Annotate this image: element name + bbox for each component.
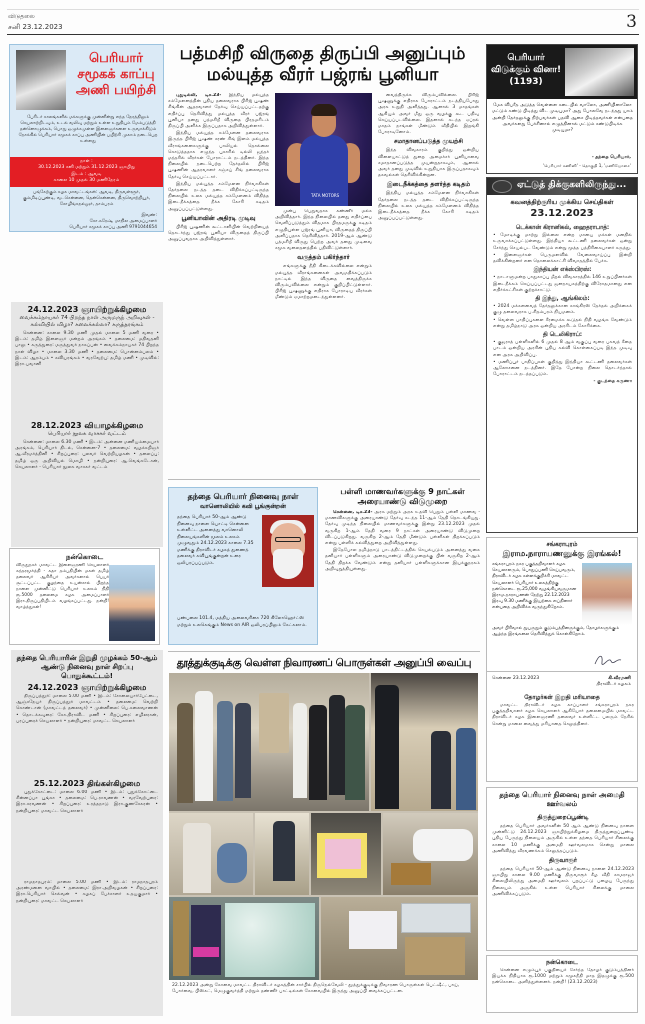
section-divider-2 [168, 651, 480, 652]
tribute-title: தோழர்கள் இறுதி மரியாதை [524, 694, 600, 701]
article-col3-subhead-2: இடைநீக்கத்தை தளர்த்த கடிதம் [386, 181, 471, 189]
memorial-body-3 [16, 880, 158, 980]
masthead [7, 9, 639, 35]
article-col3-subhead: சமாதானப்படுத்த முயற்சி [394, 138, 463, 146]
article-col1-body-extra: இந்திய மல்யுத்த சம்மேளன நிர்வாகிகள் தேர்தலை நடத்த தடை விதிக்கப்பட்டிருந்த நிலையில் உலக மல்யுத்த சம்மேளனம் விதித்த இடைநீக்கத்தை நீக்க கோரி கடிதம் அனுப்பப்பட்டுள்ளது. [168, 181, 269, 212]
radio-title: தந்தை பெரியார் நினைவு நாள் [187, 492, 299, 501]
digest-item: • நாடாளுமன்ற பாதுகாப்பு மீறல் விவகாரத்தில் 146 உறுப்பினர்கள் இடைநீக்கம் செய்யப்பட்டது ஜனநாயகத்திற்கு விரோதமானது என எதிர்க்கட்சிகள் குற்றச்சாட்டு. [493, 275, 632, 293]
cartons-photo [321, 897, 478, 980]
news-digest-content [493, 223, 632, 529]
child-photo [109, 565, 155, 641]
radio-frequency-info: பண்பலை 101.4, மத்திய அலைவரிசை 720 கிலோஹெர்ட்ஸ் மற்றும் உலகெங்கும் News on AIR ஒலிபரப்பிலும் கேட்கலாம். [177, 616, 307, 628]
radio-broadcast-notice [168, 487, 318, 645]
memorial-body [16, 694, 158, 776]
loading-photo [371, 673, 478, 811]
packing-photo-2 [255, 813, 309, 895]
event-subheading: வைக்கம்நாயகர் 74 பிறந்த நாள் அருமருந் அறிவுகள் - கல்வியில் விழா? கலைக்கல்லா? கருத்தரங்கம் [19, 315, 155, 328]
donation-title: நன்கொடை [65, 553, 104, 561]
article-col3-body: வைத்திருக்க விரும்பவில்லை. பிரிஜ் பூஷணுக்கு எதிராக போராட்டம் நடத்தியபோது அரசு உறுதி அளித்தது. ஆனால் 3 மாதங்கள் ஆகியும் அவர் மீது ஒரு வழக்கு கூட பதிவு செய்யப்படவில்லை. இதனால் கடந்த ஏப்ரல் மாதம் நாங்கள் மீண்டும் வீதியில் இறங்கி போராடினோம். [378, 93, 479, 136]
digest-item: • வெள்ள பாதிப்புகளை சீரமைக்க கூடுதல் நிதி வழங்க வேண்டும் என்று தமிழ்நாடு அரசு ஒன்றிய அரசிடம் கோரிக்கை. [493, 317, 632, 329]
event-venue: இடம் : ஆவடி [71, 171, 102, 177]
participating-districts: பங்கேற்கும் கழக மாவட்டங்கள்: ஆவடி, திருவள்ளூர், கும்மிடிப்பூண்டி, வடசென்னை, தென்சென்னை, திருவொற்றியூர், சோழிங்கநல்லூர், தாம்பரம் [22, 190, 151, 207]
group-photo [169, 673, 369, 811]
memorial-date-heading-2: 25.12.2023 திங்கள்கிழமை [33, 779, 141, 788]
news-digest-banner-text: ஏட்டுத் திக்குகளிலிருந்து... [517, 180, 627, 190]
digest-section-3: தி இந்து, ஆங்கிலம்: [535, 296, 590, 303]
article-col3-body2: இந்த விவகாரம் குறித்து ஒன்றிய விளையாட்டுத் துறை அமைச்சர் பூனியாவை சமாதானப்படுத்த முயன்றதாகவும், ஆனால் அவர் தனது முடிவில் உறுதியாக இருப்பதாகவும் தகவல்கள் தெரிவிக்கின்றன. [378, 148, 479, 179]
digest-item: • குஜராத் பள்ளிகளில் 6 முதல் 8 ஆம் வகுப்பு வரை பகவத் கீதை பாடம் ஒன்றிய அரசின் புதிய கல்வி கொள்கைப்படி இந்த முடிவு என அரசு அறிவிப்பு. [493, 340, 632, 358]
periyar-question-source: 'பெரியார் கணினி' - தொகுதி 1, 'மணியோசை' [543, 163, 631, 168]
condolence-title: இராம.நாராயணனுக்கு இரங்கல்! [502, 549, 622, 558]
small-donation-notice [486, 955, 638, 1013]
memorial-rally-notice [486, 787, 638, 951]
news-digest-banner [487, 178, 637, 195]
event-label: நாள் : [80, 159, 93, 164]
digest-section-1: டெக்கான் கிரானிகல், ஹைதராபாத்: [515, 225, 610, 231]
tribute-section [486, 672, 638, 782]
event-date-heading: 24.12.2023 ஞாயிற்றுக்கிழமை [27, 305, 147, 314]
event-subheading-2: பெரியார் நூலக வாசகர் வட்டம் [48, 431, 126, 437]
bajrang-punia-photo [275, 93, 372, 206]
event-time: காலை 10 முதல் 30 மணிநேரம் [53, 178, 120, 184]
digest-item: • மோடிக்கு மாற்று இல்லை என்ற மாயை மக்கள் மனதில் உருவாக்கப்பட்டுள்ளது. இந்தியா கூட்டணி தலைவர்கள் ஒன்று சேர்ந்து செயல்பட வேண்டும் என்று மூத்த பத்திரிகையாளர் கருத்து. [493, 233, 632, 251]
packing-photo-1 [169, 813, 253, 895]
packing-photo-3 [383, 813, 478, 895]
digest-item: • மணிப்பூர் பாதிப்புகள் குறித்து இந்தியா கூட்டணி தலைவர்கள் ஆலோசனை நடத்தினர். இதே போன்ற நிலை தொடர்ந்தால் போராட்டம் நடத்தப்படும். [493, 359, 632, 378]
page-number: 3 [626, 12, 637, 32]
tribute-body [492, 703, 634, 729]
rally-body-2: தந்தை பெரியார் 50-ஆம் ஆண்டு நினைவு நாளை 24.12.2023 ஞாயிறு காலை 9.00 மணிக்கு திருவாரூர் கீழ வீதி காமராஜர் சிலையிலிருந்து அமைதி ஊர்வலம் புறப்பட்டு பழைய பேருந்து நிலையம் அருகில் உள்ள பெரியார் சிலைக்கு மாலை அணிவிக்கப்படும். [492, 867, 634, 897]
periyar-question-text: மேக விபரீத அடுத்த வெள்ளை கடையில் வாலோ, அணியினாலோ மட்டும் கண்டு பிடித்து விட முடியுமா? அது போலவே நடந்தது யாம் அன்றி தேர்தலுக்கு நிற்பவர்கள் பதவி ஆசை பிடித்தவர்கள் என்பதை அவர்களது பேச்சினால் எழுத்தினால் மட்டும் கண்டுபிடிக்க முடியுமா? [492, 103, 633, 134]
article-col3-body3: இந்திய மல்யுத்த சம்மேளன நிர்வாகிகள் தேர்தலை நடத்த தடை விதிக்கப்பட்டிருந்த நிலையில் உலக மல்யுத்த சம்மேளனம் விதித்த இடைநீக்கத்தை நீக்க கோரி கடிதம் அனுப்பப்பட்டுள்ளது. [378, 191, 479, 222]
school-body-text-2: இதேபோல தமிழ்நாடு பாடத்திட்டத்தில் செயல்படும் அனைத்து வகை தனியார் பள்ளிகளும் அரையாண்டு விடுமுறைக்கு பின் வருகிற 2-ஆம் தேதி திறக்க வேண்டும் என்று தனியார் பள்ளிகளுக்கான இயக்குநரகம் அறிவுறுத்தியுள்ளது. [325, 548, 480, 572]
relief-bags-photo [169, 897, 319, 980]
article-column-1 [168, 93, 269, 473]
donation-body: விருதுநகர் மாவட்ட இளைஞரணி செயலாளர் சுந்தரமூர்த்தி - சுதா தம்பதியின் மகள் தமிழ் தலைவர் ஆசிரியர் அவர்களால் பெயர் சூட்டப்பட்ட குழந்தை உயன்சால் பிறந்த நாளை முன்னிட்டு பெரியார் உலகம் நிதி ரூ.5000 தலைமை கழக அமைப்பாளர் இரா.திருப்பதியிடம் வழங்கப்பட்டது. நன்றி! வாழ்த்துகள்! [16, 563, 109, 610]
event-body [11, 329, 163, 421]
tribute-body-text: மாவட்ட திராவிடர் கழக காப்பாளர் சங்கராபுரம் நகர பகுத்தறிவாளர் கழக செயலாளர் ஆகியோர் தலைமையில் மாவட்ட திராவிடர் கழக இளைஞரணி தலைவர் உள்ளிட்ட பலரும் நேரில் சென்று மாலை வைத்து மரியாதை செலுத்தினர். [492, 703, 634, 727]
news-digest-box [486, 177, 638, 533]
school-holiday-title: பள்ளி மாணவர்களுக்கு 9 நாட்கள் அரையாண்டு விடுமுறை [340, 487, 465, 506]
small-donation-body-text: சென்னை எழும்பூர் பகுதியைச் சேர்ந்த தோழர் குடும்பத்தினர் இயக்க நிதியாக ரூ.1000 மற்றும் சமூகநீதி மாத இதழுக்கு ரூ.500 நன்கொடை அளித்துள்ளனர். நன்றி! (23.12.2023) [492, 968, 634, 986]
deceased-photo [582, 563, 632, 625]
events-listing-box [11, 302, 163, 547]
digest-section-4: தி டெலிகிராப்: [542, 332, 583, 339]
training-camp-title: பெரியார் சமூகக் காப்பு அணி பயிற்சி [75, 51, 157, 98]
article-col1-body2: பிரிஜ் பூஷணின் கூட்டாளியின் வெற்றியைத் தொடர்ந்து பஜ்ரங் பூனியா விருதைத் திருப்பி அனுப்புவதாக அறிவித்துள்ளார். [168, 224, 269, 243]
article-col1-subhead: பூனியாவின் அதிரடி முடிவு [181, 214, 256, 222]
signature-image [593, 652, 623, 668]
memorial-body-3-text: ராமநாதபுரம்: மாலை 5.00 மணி • இடம்: ராமநாதபுரம் அரண்மனை வாயில் • தலைமை: இரா.அறிவழகன் • சிறப்புரை: இரா.பெரியார் செல்வன் • கழகப் பேச்சாளர் உதயகுமார் • நன்றியுரை: மாவட்ட செயலாளர் [16, 880, 158, 904]
training-camp-body: பேரிடர் காலங்களில் மக்களுக்கு முன்னின்று எந்த நேரத்திலும் செயலாற்றிடவும், உடல் வலிவு மற்றும் உள்ள உறுதியும் மேம்படுத்தி தன்னொழுக்கம், பொது ஒழுக்கமுள்ள இளைஞர்களை உருவாக்கிடும் நோக்கில் பெரியார் சமூகக் காப்பு அணியின் பயிற்சி முகாம் நடைபெற உள்ளது [18, 115, 158, 144]
memorial-body-2-text: புதுக்கோட்டை: மாலை 6.00 மணி • இடம்: புதுக்கோட்டை சின்னப்பா பூங்கா • தலைமை: பெ.ராவணன் • வரவேற்புரை: இரா.சரவணன் • சிறப்புரை: உரத்தநாடு இரா.குணசேகரன் • நன்றியுரை: மாவட்ட செயலாளர் [16, 790, 158, 814]
dateline: புதுடில்லி, டிச.23- [176, 93, 222, 98]
event-dates: 30.12.2023 சனி மற்றும் 31.12.2023 ஞாயிறு [38, 165, 135, 171]
memorial-date-heading: 24.12.2023 ஞாயிற்றுக்கிழமை [27, 683, 147, 692]
flood-relief-photo-collage [169, 673, 478, 980]
event-date-heading-2: 28.12.2023 வியாழக்கிழமை [30, 421, 144, 430]
digest-section-2: இந்தியன் எக்ஸ்பிரஸ்: [533, 267, 592, 274]
memorial-body-2 [16, 790, 158, 876]
globe-icon [492, 180, 512, 193]
school-dateline: சென்னை, டிச.23- [333, 510, 373, 515]
supplies-box-photo [311, 813, 381, 895]
speaker-portrait-image [262, 515, 314, 587]
condolence-body: சங்கராபுரம் நகர பகுத்தறிவாளர் கழக செயலாளரும், பொதுப்பணி செய்பவரும், திராவிடர் கழக கள்ளக்குறிச்சி மாவட்ட செயலாளர் பெரியார் உலகத்திற்கு நன்கொடை ரூ.25,000 வழங்கியவருமான இராம.நாராயணன் நேற்று 22.12.2023 இரவு 9.30 மணிக்கு இயற்கை எய்தினார் என்பதை அறிவிக்க வருந்துகிறோம். [492, 562, 577, 611]
rally-place-1: திருத்துறைப்பூண்டி [537, 814, 589, 821]
digest-byline: - குடந்தை கருணா [593, 379, 632, 385]
article-lead: இந்திய மல்யுத்த சம்மேளனத்தின் புதிய தலைவராக பிரிஜ் பூஷண் சிங்கின் ஆதரவாளர் தேர்வு செய்யப்பட்டதற்கு எதிர்ப்பு தெரிவித்து மல்யுத்த வீரர் பஜ்ரங் பூனியா தனது பத்மசிறீ விருதை பிரதமரிடம் திருப்பி அளிக்க இருப்பதாக அறிவித்துள்ளார். [168, 93, 269, 130]
periyar-question-title: பெரியார் விடுக்கும் வினா! (1193) [490, 53, 562, 87]
periyar-photo [565, 48, 634, 96]
issue-date: சனி 23.12.2023 [8, 23, 63, 31]
memorial-meetings-box [11, 650, 163, 1016]
news-digest-date: 23.12.2023 [530, 208, 594, 219]
periyar-portrait-image [16, 50, 66, 110]
digest-item: • இளைஞர்கள் பெருமளவில் வேலைவாய்ப்பு இன்றி தவிக்கின்றனர் என தொலைக்காட்சி விவாதத்தில் பேச்சு. [493, 252, 632, 265]
condolence-signatory-role: திராவிடர் கழகம் [596, 682, 631, 688]
event-body-text: சென்னை: காலை 9.30 மணி முதல் மாலை 5 மணி வரை • இடம்: தமிழ் இளைஞர் மன்றம் அரங்கம் • தலைமை: மதிவதனி பாலு • கருத்துரை: மருத்துவர் நாகப்பன் • வைக்கம்நாயகர் 74 பிறந்த நாள் விழா • மாலை 3.30 மணி • தலைமை: பொன்னம்பலம் • இடம்: ஆரம்பம் • கவியரங்கம் • வரவேற்பு: தமிழ் மணி • முடிவில்: இரா.பவானி [15, 331, 159, 368]
donation-notice [9, 548, 160, 645]
article-col2-body2: எங்களுக்கு நீதி கிடைக்கவில்லை என்றும் மல்யுத்த வீராங்கனைகள் அவமதிக்கப்படும் நாட்டில் இந்த விருதை வைத்திருக்க விரும்பவில்லை என்றும் குறிப்பிட்டுள்ளார். பிரிஜ் பூஷணுக்கு எதிராக போராடிய வீரர்கள் மீண்டும் ஏமாற்றமடைந்துள்ளனர். [275, 264, 372, 301]
school-holiday-article [325, 487, 480, 645]
flood-photo-caption: 22.12.2023 அன்று கோவை மாவட்ட திராவிடர் கழகத்தின் சார்பில் திருநெல்வேலி - தூத்துக்குடிக்கு நிவாரண பொருள்கள் பெட்ஷீட், பாய், போர்வை, பிஸ்கட், மெழுகுவர்த்தி மற்றும் தண்ணீர் பாட்டில்கள் கோவையில் இருந்து அனுப்பி வைக்கப்பட்டன. [172, 983, 460, 995]
section-divider [168, 479, 480, 480]
contact-block [69, 213, 157, 231]
periyar-question-signature: - தந்தை பெரியார், [591, 155, 631, 160]
contact-name: சோ.சுரேஷ், மாநில அமைப்பாளர் [89, 219, 157, 224]
event-body-2 [11, 438, 163, 498]
small-donation-title: நன்கொடை [546, 959, 578, 966]
paper-name: விடுதலை [8, 13, 35, 20]
periyar-question-box [486, 44, 638, 174]
event-body-2-text: சென்னை: மாலை 6.30 மணி • இடம்: அன்னை மணியம்மையார் அரங்கம், பெரியார் திடல், சென்னை-7 • தலைமை: வழக்கறிஞர் ஆ.வீரமர்த்தினி • சிறப்புரை: புலவர் வெற்றியழகன் • தலைப்பு: தமிழ் ஒரு அறிவியல் மொழி • நன்றியுரை: ஆ.வெங்கடேசன், செயலாளர் - பெரியார் நூலக வாசகர் வட்டம் [15, 440, 159, 470]
article-col2-subhead: வருத்தம் பகிர்ந்தார் [297, 254, 350, 262]
event-details-band [10, 157, 163, 187]
memorial-body-text: திருப்பத்தூர்: மாலை 5.00 மணி • இடம்: சோலையார்பேட்டை, ஆஞ்சநேயர் திருப்பத்தூர் மாவட்டம் • தலைமை: வெற்றி கொண்டான் (மாவட்டத் தலைவர்) • முன்னிலை: பெ.கலைவாணன் • தொடக்கவுரை: கோ.திராவிட மணி • சிறப்புரை: எழிலரசன், பரப்புரைச் செயலாளர் • நன்றியுரை: மாவட்ட செயலாளர் [16, 694, 158, 724]
flood-relief-headline: தூத்துக்குடிக்கு வெள்ள நிவாரணப் பொருள்கள் அனுப்பி வைப்பு [176, 657, 472, 669]
photo-logo-text: TATA MOTORS [311, 193, 340, 198]
condolence-notice [486, 537, 638, 672]
small-donation-body [492, 968, 634, 988]
article-column-3 [378, 93, 479, 473]
memorial-heading: தந்தை பெரியாரின் இறுதி முழக்கம் 50-ஆம் ஆண்டு நினைவு நாள் சிறப்பு பொதுக்கூட்டம்! [16, 654, 158, 680]
article-col1-body: இந்திய மல்யுத்த சம்மேளன தலைவராக இருந்த பிரிஜ் பூஷண் சரண் சிங் இளம் மல்யுத்த வீராங்கனைகளுக்கு பாலியல் தொல்லை கொடுத்ததாக எழுந்த புகாரில் டில்லி ஜந்தர் மந்தரில் வீரர்கள் போராட்டம் நடத்தினர். இந்த நிலையில் நடைபெற்ற தேர்தலில் பிரிஜ் பூஷணின் ஆதரவாளர் சஞ்சய் சிங் தலைவராக தேர்வு செய்யப்பட்டார். [168, 131, 269, 180]
radio-body: தந்தை பெரியார் 50-ஆம் ஆண்டு நினைவு நாளை யொட்டி சென்னை உள்ளிட்ட அனைத்து வானொலி நிலையங்களின் மூலம் உலகம் முழுவதும் 24.12.2023 காலை 7.35 மணிக்கு திராவிடர் கழகத் துணைத் தலைவர் கவிபூங்குன்றன் உரை ஒலிபரப்பப்படும். [177, 515, 254, 566]
condolence-body-2: அவர் பிரிவால் துயருறும் குடும்பத்தினருக்கும், தோழர்களுக்கும் ஆழ்ந்த இரங்கலை தெரிவித்துக் கொள்கிறோம். [492, 626, 619, 638]
radio-subtitle: வானொலியில் கவி பூங்குன்றன் [200, 503, 286, 510]
digest-item: • 2024 மக்களவைத் தேர்தலுக்கான காங்கிரஸ் தேர்தல் அறிக்கைக் குழு தலைவராக ப.சிதம்பரம் நியமனம். [493, 304, 632, 316]
school-holiday-body [325, 510, 480, 640]
news-digest-heading: கவனத்திற்குரிய முக்கிய செய்திகள் [510, 198, 614, 206]
training-camp-notice [9, 44, 164, 232]
periyar-question-banner [487, 45, 637, 99]
condolence-place: சங்கராபுரம் [546, 541, 578, 548]
school-body-text: அரசு மற்றும் அரசு உதவி பெறும் பள்ளி மாணவ - மாணவிகளுக்கு அரையாண்டு தேர்வு கடந்த 11-ஆம் தேதி தொடங்கியது. தேர்வு முடிந்த நிலையில் மாணவர்களுக்கு இன்று 23.12.2023 முதல் வருகிற 1-ஆம் தேதி வரை 9 நாட்கள் அரையாண்டு விடுமுறை விடப்படுகிறது. வருகிற 2-ஆம் தேதி மீண்டும் பள்ளிகள் திறக்கப்படும் என்று பள்ளிக் கல்வித்துறை அறிவித்துள்ளது. [325, 510, 480, 547]
rally-place-2: திருவாரூர் [548, 857, 578, 865]
condolence-signatory-block [596, 676, 631, 688]
article-column-2 [275, 209, 372, 473]
article-col2-body: முன்பு பெறுவதாக கண்ணீர் மல்க அறிவித்தார். இந்த நிலையில் தனது எதிர்ப்பை வெளிப்படுத்தும் விதமாக பிரதமருக்கு கடிதம் எழுதியுள்ள பஜ்ரங் பூனியா, விருதைத் திருப்பி அளிப்பதாக தெரிவித்தார். 2019-ஆம் ஆண்டு பத்மசிறீ விருது பெற்ற அவர் தனது முடிவை சமூக வலைதளத்தில் பதிவிட்டுள்ளார். [275, 209, 372, 252]
memorial-rally-title: தந்தை பெரியார் நினைவு நாள் அமைதி ஊர்வலம் [499, 791, 625, 808]
condolence-place-date: சென்னை 23.12.2023 [492, 676, 540, 681]
rally-body-1: தந்தை பெரியார் அவர்களின் 50 ஆம் ஆண்டு நினைவு நாளை முன்னிட்டு 24.12.2023 ஞாயிற்றுக்கிழமை திருத்துறைப்பூண்டி புதிய பேருந்து நிலையம் அருகில் உள்ள தந்தை பெரியார் சிலைக்கு காலை 10 மணிக்கு அமைதி ஊர்வலமாக சென்று மாலை அணிவித்து வீரவணக்கம் செலுத்தப்படும். [492, 824, 634, 854]
main-headline: பத்மசிறீ விருதை திருப்பி அனுப்பும் மல்யுத்த வீரர் பஜ்ரங் பூனியா [179, 44, 466, 85]
memorial-rally-content [492, 812, 634, 899]
condolence-signatory: கி.வீரமணி [608, 676, 631, 681]
contact-org: பெரியார் சமூகக் காப்பு அணி 9791044654 [69, 225, 157, 230]
contact-label: இவண்: [141, 213, 157, 218]
